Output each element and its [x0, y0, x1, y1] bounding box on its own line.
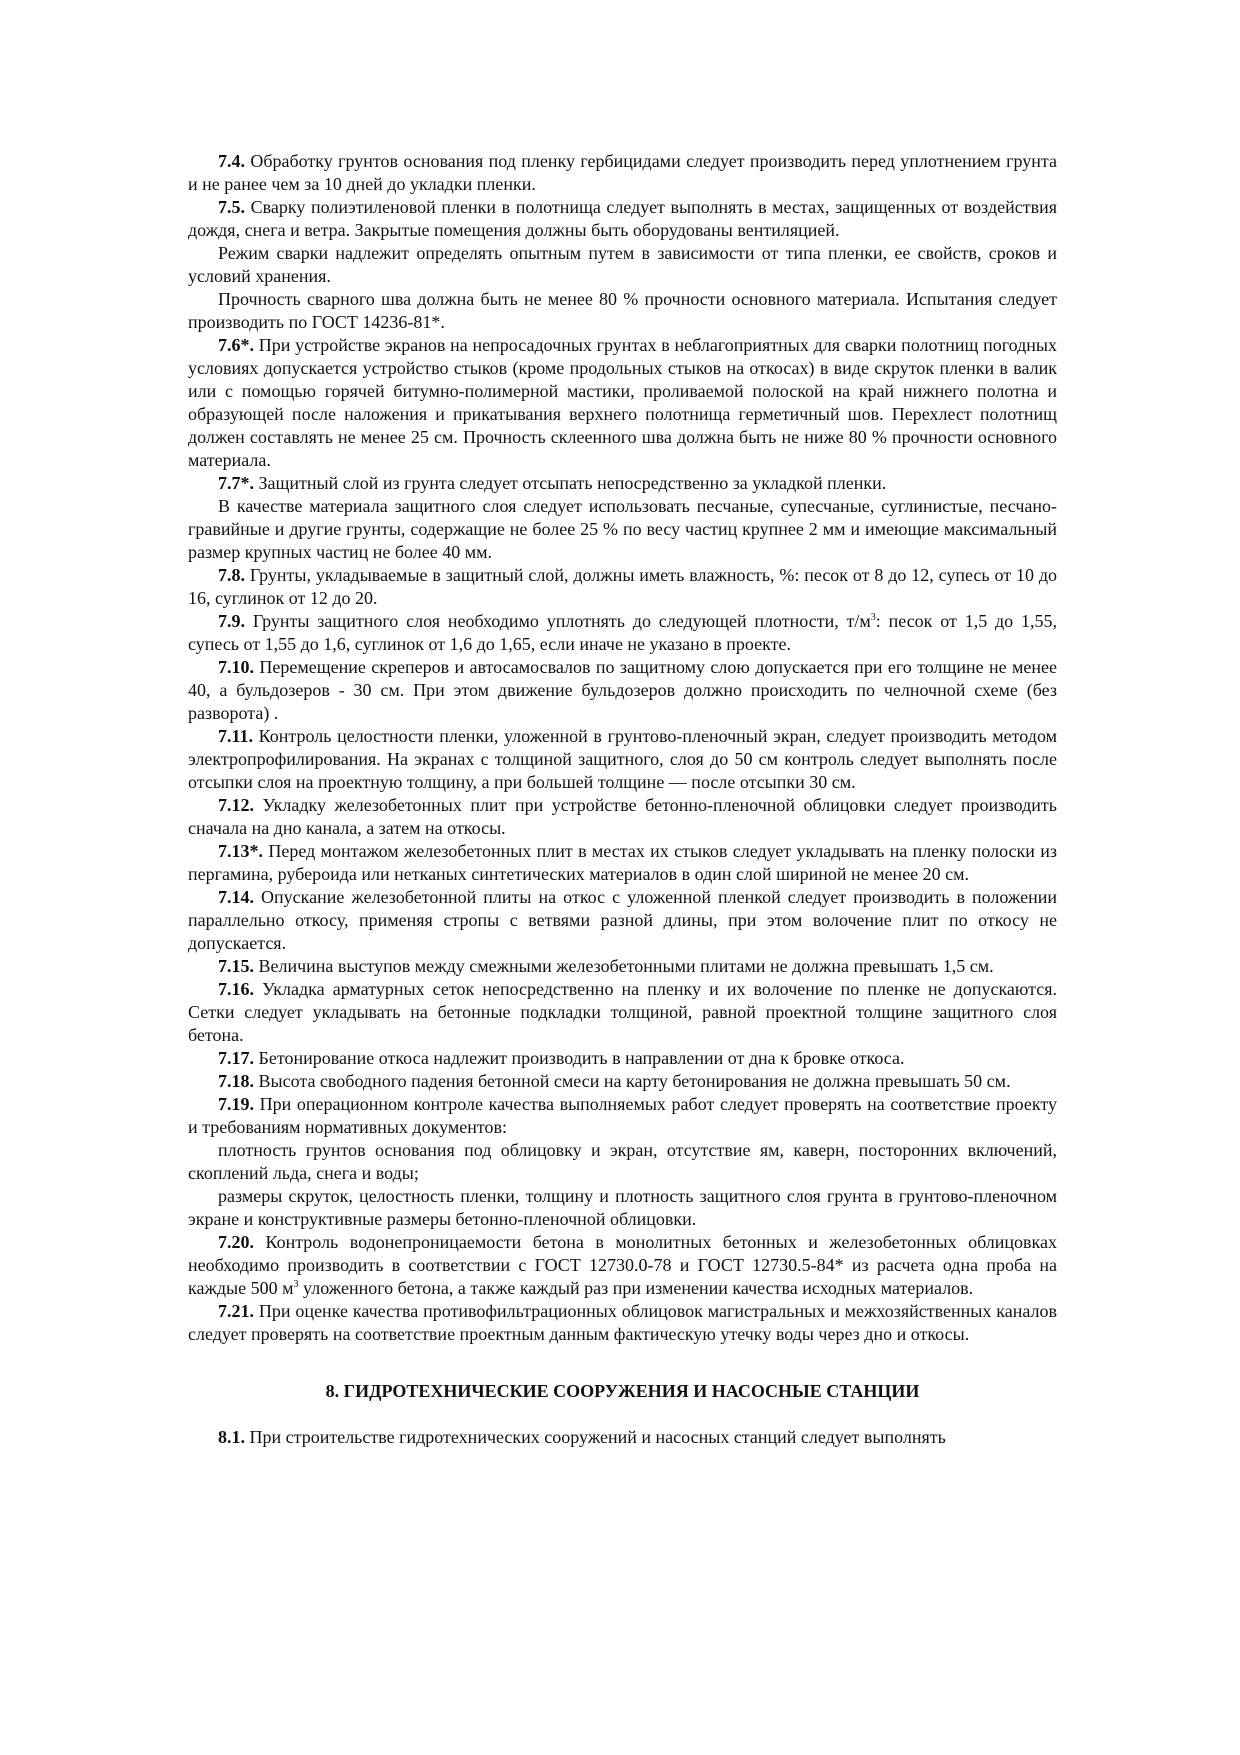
paragraph	[188, 1300, 1057, 1346]
document-page	[188, 150, 1057, 1449]
paragraph-number: 7.14.	[218, 887, 254, 907]
paragraph-number: 7.11.	[218, 726, 254, 746]
paragraph	[188, 978, 1057, 1047]
paragraph	[188, 610, 1057, 656]
superscript: 3	[870, 612, 876, 623]
paragraph-text: При операционном контроле качества выполняемых работ следует проверять на соответствие проекту и требованиям нормативных документов:	[188, 1094, 1057, 1137]
paragraph	[188, 1070, 1057, 1093]
paragraph-text: В качестве материала защитного слоя следует использовать песчаные, супесчаные, суглинистые, песчано-гравийные и другие грунты, содержащие не более 25 % по весу частиц крупнее 2 мм и имеющие максимальный размер крупных частиц не более 40 мм.	[188, 496, 1057, 562]
paragraph-text: Сварку полиэтиленовой пленки в полотнища следует выполнять в местах, защищенных от воздействия дождя, снега и ветра. Закрытые помещения должны быть оборудованы вентиляцией.	[188, 197, 1057, 240]
paragraph-text: Перемещение скреперов и автосамосвалов по защитному слою допускается при его толщине не менее 40, а бульдозеров - 30 см. При этом движение бульдозеров должно происходить по челночной схеме (без разворота) .	[188, 657, 1057, 723]
paragraph-text: Бетонирование откоса надлежит производить в направлении от дна к бровке откоса.	[254, 1048, 905, 1068]
paragraph	[188, 886, 1057, 955]
paragraph-text: : песок от 1,5 до 1,55, супесь от 1,55 до 1,6, суглинок от 1,6 до 1,65, если иначе не указано в проекте.	[188, 611, 1057, 654]
paragraph-number: 7.5.	[218, 197, 245, 217]
paragraph-text: Защитный слой из грунта следует отсыпать непосредственно за укладкой пленки.	[254, 473, 887, 493]
paragraph	[188, 288, 1057, 334]
paragraph-number: 7.8.	[218, 565, 245, 585]
section-heading: 8. ГИДРОТЕХНИЧЕСКИЕ СООРУЖЕНИЯ И НАСОСНЫЕ СТАНЦИИ	[325, 1381, 920, 1401]
paragraph	[188, 955, 1057, 978]
paragraph-number: 7.21.	[218, 1301, 254, 1321]
paragraph-text: плотность грунтов основания под облицовку и экран, отсутствие ям, каверн, посторонних включений, скоплений льда, снега и воды;	[188, 1140, 1057, 1183]
paragraph-text: Перед монтажом железобетонных плит в местах их стыков следует укладывать на пленку полоски из пергамина, рубероида или нетканых синтетических материалов в один слой шириной не менее 20 см.	[188, 841, 1057, 884]
paragraph-number: 7.17.	[218, 1048, 254, 1068]
paragraph-text: Прочность сварного шва должна быть не менее 80 % прочности основного материала. Испытания следует производить по ГОСТ 14236-81*.	[188, 289, 1057, 332]
paragraph-number: 7.13*.	[218, 841, 263, 861]
paragraph-text: уложенного бетона, а также каждый раз при изменении качества исходных материалов.	[298, 1278, 974, 1298]
paragraph-number: 7.12.	[218, 795, 254, 815]
paragraph-text: Опускание железобетонной плиты на откос с уложенной пленкой следует производить в положении параллельно откосу, применяя стропы с ветвями разной длины, при этом волочение плит по откосу не допускается.	[188, 887, 1057, 953]
paragraph	[188, 1047, 1057, 1070]
paragraph-number: 7.10.	[218, 657, 254, 677]
paragraph	[188, 334, 1057, 472]
superscript: 3	[293, 1279, 299, 1290]
paragraph	[188, 242, 1057, 288]
paragraph-number: 7.6*.	[218, 335, 254, 355]
paragraph-number: 7.16.	[218, 979, 254, 999]
paragraph-text: Укладку железобетонных плит при устройстве бетонно-пленочной облицовки следует производить сначала на дно канала, а затем на откосы.	[188, 795, 1057, 838]
paragraph-8-1	[188, 1426, 1057, 1449]
paragraph-number: 7.20.	[218, 1232, 254, 1252]
paragraph	[188, 1139, 1057, 1185]
paragraph	[188, 656, 1057, 725]
paragraph	[188, 150, 1057, 196]
paragraph-number: 7.7*.	[218, 473, 254, 493]
paragraph-number: 7.18.	[218, 1071, 254, 1091]
paragraph	[188, 196, 1057, 242]
paragraph-text: Грунты защитного слоя необходимо уплотнять до следующей плотности, т/м	[245, 611, 871, 631]
paragraph	[188, 725, 1057, 794]
paragraph	[188, 472, 1057, 495]
paragraph	[188, 1231, 1057, 1300]
paragraph	[188, 495, 1057, 564]
paragraph-text: Обработку грунтов основания под пленку гербицидами следует производить перед уплотнением грунта и не ранее чем за 10 дней до укладки пленки.	[188, 151, 1057, 194]
paragraph-text: При оценке качества противофильтрационных облицовок магистральных и межхозяйственных каналов следует проверять на соответствие проектным данным фактическую утечку воды через дно и откосы.	[188, 1301, 1057, 1344]
paragraph-text: Грунты, укладываемые в защитный слой, должны иметь влажность, %: песок от 8 до 12, супесь от 10 до 16, суглинок от 12 до 20.	[188, 565, 1057, 608]
paragraph-text: При строительстве гидротехнических сооружений и насосных станций следует выполнять	[245, 1427, 946, 1447]
paragraph	[188, 1185, 1057, 1231]
paragraph-text: Режим сварки надлежит определять опытным путем в зависимости от типа пленки, ее свойств, сроков и условий хранения.	[188, 243, 1057, 286]
paragraph-number: 7.15.	[218, 956, 254, 976]
paragraph-number: 7.4.	[218, 151, 245, 171]
paragraph	[188, 840, 1057, 886]
paragraph	[188, 794, 1057, 840]
paragraph-text: Величина выступов между смежными железобетонными плитами не должна превышать 1,5 см.	[254, 956, 994, 976]
paragraph-text: Контроль водонепроницаемости бетона в монолитных бетонных и железобетонных облицовках необходимо производить в соответствии с ГОСТ 12730.0-78 и ГОСТ 12730.5-84* из расчета одна проба на каждые 500 м	[188, 1232, 1057, 1298]
paragraph	[188, 1093, 1057, 1139]
paragraph	[188, 564, 1057, 610]
paragraph-text: При устройстве экранов на непросадочных грунтах в неблагоприятных для сварки полотнищ погодных условиях допускается устройство стыков (кроме продольных стыков на откосах) в виде скруток пленки в валик или с помощью горячей битумно-полимерной мастики, проливаемой полоской на край нижнего полотна и образующей после наложения и прикатывания верхнего полотнища герметичный шов. Перехлест полотнищ должен составлять не менее 25 см. Прочность склеенного шва должна быть не ниже 80 % прочности основного материала.	[188, 335, 1057, 470]
section-7-paragraphs	[188, 150, 1057, 1346]
paragraph-text: Контроль целостности пленки, уложенной в грунтово-пленочный экран, следует производить методом электропрофилирования. На экранах с толщиной защитного, слоя до 50 см контроль следует выполнять после отсыпки слоя на проектную толщину, а при большей толщине — после отсыпки 30 см.	[188, 726, 1057, 792]
paragraph-number: 8.1.	[218, 1427, 245, 1447]
paragraph-number: 7.19.	[218, 1094, 254, 1114]
paragraph-text: Высота свободного падения бетонной смеси на карту бетонирования не должна превышать 50 см.	[254, 1071, 1011, 1091]
paragraph-text: размеры скруток, целостность пленки, толщину и плотность защитного слоя грунта в грунтово-пленочном экране и конструктивные размеры бетонно-пленочной облицовки.	[188, 1186, 1057, 1229]
paragraph-number: 7.9.	[218, 611, 245, 631]
paragraph-text: Укладка арматурных сеток непосредственно на пленку и их волочение по пленке не допускаются. Сетки следует укладывать на бетонные подкладки толщиной, равной проектной толщине защитного слоя бетона.	[188, 979, 1057, 1045]
